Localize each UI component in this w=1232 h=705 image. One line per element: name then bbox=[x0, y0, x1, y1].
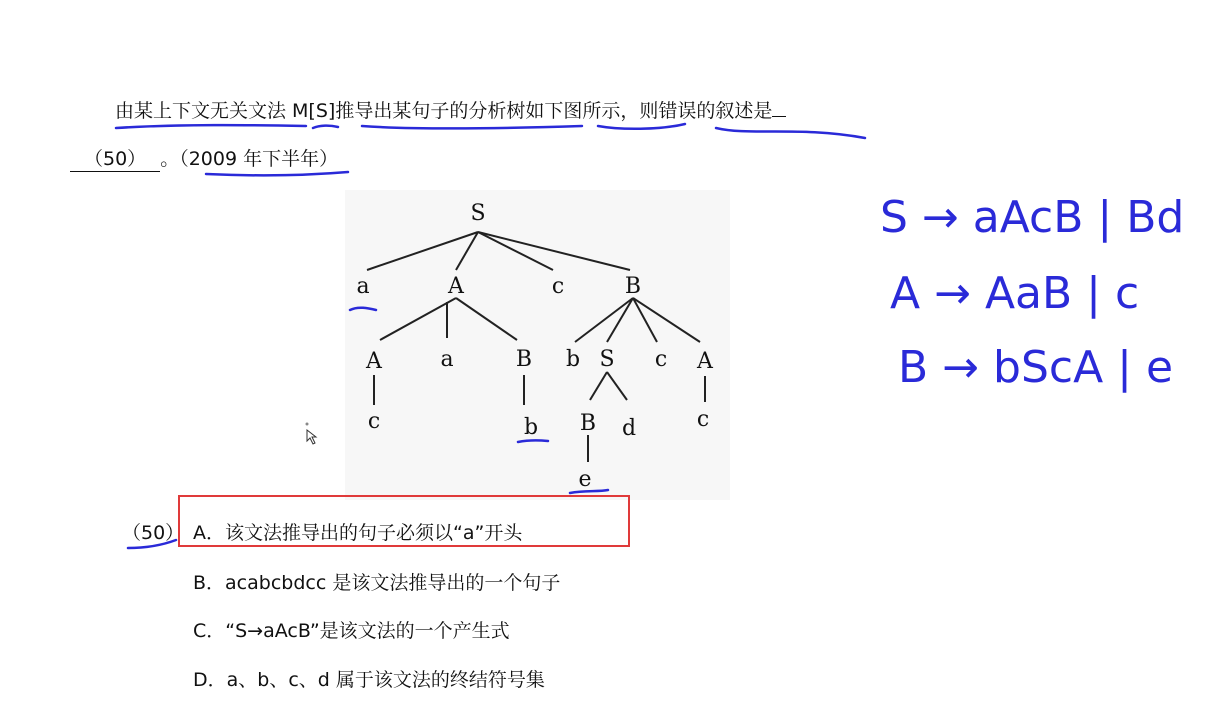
handwritten-rule-1: S → aAcB | Bd bbox=[880, 192, 1185, 243]
tree-node-B: B bbox=[624, 274, 642, 299]
answer-blank: （50） bbox=[70, 144, 160, 172]
option-b[interactable]: B．acabcbdcc 是该文法推导出的一个句子 bbox=[193, 572, 561, 594]
question-punct: 。（ bbox=[160, 148, 189, 170]
tree-node-B-b: b bbox=[565, 347, 581, 372]
tree-edge bbox=[478, 232, 553, 270]
question-tail-blank bbox=[772, 116, 786, 117]
tree-node-B-S-B: B bbox=[579, 411, 597, 436]
tree-node-A-A-c: c bbox=[367, 409, 381, 434]
underline-stroke bbox=[313, 126, 338, 128]
option-d[interactable]: D．a、b、c、d 属于该文法的终结符号集 bbox=[193, 669, 545, 691]
tree-edge bbox=[478, 232, 630, 270]
underline-stroke bbox=[598, 124, 685, 129]
tree-node-A-A: A bbox=[366, 349, 382, 374]
tree-node-A-a: a bbox=[440, 347, 454, 372]
cursor-dot bbox=[306, 423, 309, 426]
parse-tree-svg bbox=[345, 190, 730, 500]
tree-edge bbox=[590, 372, 607, 400]
underline-stroke bbox=[716, 128, 865, 138]
tree-node-root: S bbox=[470, 201, 486, 226]
tree-edge bbox=[456, 298, 517, 340]
tree-node-B-c: c bbox=[654, 347, 668, 372]
tree-edge bbox=[380, 298, 456, 340]
question-line-1 bbox=[115, 96, 786, 123]
tree-node-c: c bbox=[551, 274, 565, 299]
handwritten-rule-2: A → AaB | c bbox=[890, 268, 1140, 319]
tree-edge bbox=[575, 298, 633, 342]
question-close: ） bbox=[319, 148, 339, 170]
handwritten-rule-3: B → bScA | e bbox=[898, 342, 1174, 393]
tree-node-B-S: S bbox=[599, 347, 615, 372]
mouse-cursor-icon bbox=[307, 430, 316, 444]
tree-node-B-A-c: c bbox=[696, 407, 710, 432]
question-line-2 bbox=[70, 144, 338, 172]
tree-node-B-S-B-e: e bbox=[578, 467, 592, 492]
underline-stroke bbox=[206, 172, 348, 175]
option-number-label: （50） bbox=[122, 522, 185, 544]
tree-node-a: a bbox=[356, 274, 370, 299]
parse-tree-figure bbox=[345, 190, 730, 500]
tree-node-B-S-d: d bbox=[621, 416, 637, 441]
tree-node-A: A bbox=[448, 274, 464, 299]
option-a[interactable]: A．该文法推导出的句子必须以“a”开头 bbox=[193, 522, 523, 544]
option-c[interactable]: C．“S→aAcB”是该文法的一个产生式 bbox=[193, 620, 510, 642]
tree-node-A-B: B bbox=[515, 347, 533, 372]
tree-edge bbox=[633, 298, 657, 342]
tree-edge bbox=[367, 232, 478, 270]
tree-node-A-B-b: b bbox=[523, 415, 539, 440]
tree-edge bbox=[633, 298, 700, 342]
underline-stroke bbox=[116, 125, 306, 128]
tree-edge bbox=[607, 372, 627, 400]
tree-edge bbox=[607, 298, 633, 342]
question-text: 由某上下文无关文法 M[S]推导出某句子的分析树如下图所示，则错误的叙述是 bbox=[115, 100, 773, 122]
tree-node-B-A: A bbox=[697, 349, 713, 374]
underline-stroke bbox=[362, 126, 582, 128]
question-year: 2009 年下半年 bbox=[188, 148, 320, 170]
